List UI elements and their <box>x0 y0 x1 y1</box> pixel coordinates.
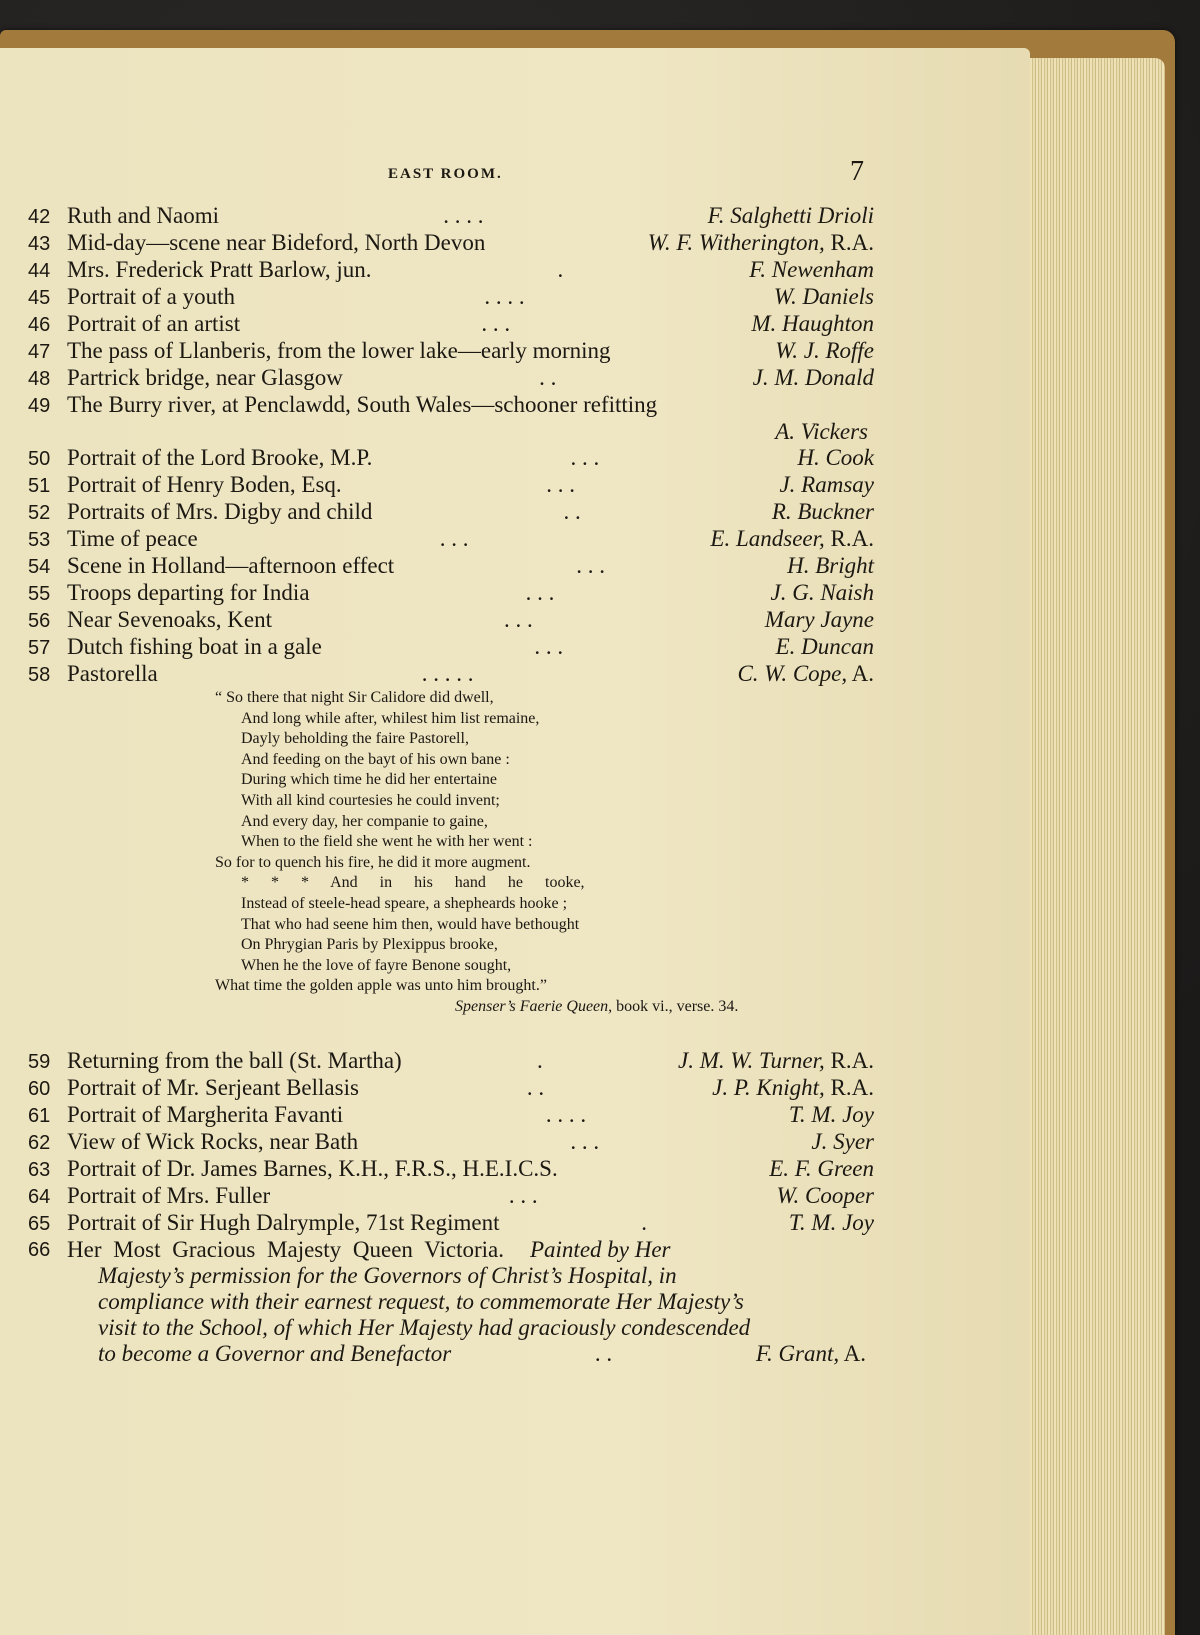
dot-leader: . . . <box>439 526 469 551</box>
entry-artist: H. Cook <box>797 445 874 470</box>
catalogue-entry <box>28 1156 874 1183</box>
catalogue-list <box>28 203 874 688</box>
entry-number: 45 <box>28 287 51 309</box>
entry-number: 60 <box>28 1078 51 1100</box>
entry-artist: E. Duncan <box>775 634 874 659</box>
entry-title: Mrs. Frederick Pratt Barlow, jun. <box>67 257 372 282</box>
entry-number: 53 <box>28 529 51 551</box>
entry-title: Portrait of Mrs. Fuller <box>67 1183 271 1208</box>
entry-title: Portrait of the Lord Brooke, M.P. <box>67 445 373 470</box>
verse-line: And long while after, whilest him list remaine, <box>241 709 540 727</box>
entry-number: 50 <box>28 448 51 470</box>
verse-line: That who had seene him then, would have bethought <box>241 915 580 933</box>
entry-number: 59 <box>28 1051 51 1073</box>
dot-leader: . . . <box>546 472 575 497</box>
catalogue-entry <box>28 634 874 661</box>
entry-artist: C. W. Cope, A. <box>737 661 874 686</box>
entry-number: 51 <box>28 475 51 497</box>
page-edges <box>1015 58 1165 1635</box>
entry-artist: J. Syer <box>811 1129 874 1154</box>
entry-description: Majesty’s permission for the Governors of Christ’s Hospital, in <box>98 1263 677 1288</box>
entry-title: The pass of Llanberis, from the lower lake—early morning <box>67 338 611 363</box>
entry-artist: Mary Jayne <box>764 607 874 632</box>
entry-title: Scene in Holland—afternoon effect <box>67 553 395 578</box>
dot-leader: . . . <box>525 580 555 605</box>
catalogue-entry <box>28 580 874 607</box>
entry-number: 46 <box>28 314 51 336</box>
catalogue-entry <box>28 499 874 526</box>
entry-description: compliance with their earnest request, to commemorate Her Majesty’s <box>98 1289 744 1314</box>
catalogue-entry <box>28 257 874 284</box>
entry-artist: M. Haughton <box>751 311 874 336</box>
entry-number: 61 <box>28 1105 51 1127</box>
verse-line: On Phrygian Paris by Plexippus brooke, <box>241 936 498 954</box>
entry-number: 44 <box>28 260 51 282</box>
dot-leader: . . <box>526 1075 545 1100</box>
dot-leader: . . . <box>534 634 564 659</box>
catalogue-entry <box>28 311 874 338</box>
entry-number: 56 <box>28 610 51 632</box>
dot-leader: . . <box>594 1341 613 1366</box>
entry-description: Painted by Her <box>529 1237 671 1262</box>
verse-line: With all kind courtesies he could invent; <box>241 791 500 809</box>
catalogue-entry <box>28 338 874 365</box>
entry-artist: W. Daniels <box>773 284 874 309</box>
verse-line: “ So there that night Sir Calidore did dwell, <box>215 689 494 706</box>
verse-line: When he the love of fayre Benone sought, <box>241 956 512 974</box>
entry-title: Portrait of Sir Hugh Dalrymple, 71st Regiment <box>67 1210 500 1235</box>
entry-artist: J. Ramsay <box>779 472 874 497</box>
entry-artist: T. M. Joy <box>788 1210 874 1235</box>
entry-artist: E. Landseer, R.A. <box>710 526 874 551</box>
entry-artist: H. Bright <box>787 553 874 578</box>
entry-artist: F. Grant, A. <box>755 1341 866 1366</box>
entry-title: Portraits of Mrs. Digby and child <box>67 499 373 524</box>
entry-artist: F. Newenham <box>749 257 874 282</box>
dot-leader: . . . <box>508 1183 538 1208</box>
entry-title: Near Sevenoaks, Kent <box>67 607 273 632</box>
catalogue-entry <box>28 607 874 634</box>
entry-title: Portrait of Henry Boden, Esq. <box>67 472 342 497</box>
catalogue-entry <box>28 1102 874 1129</box>
entry-title: Mid-day—scene near Bideford, North Devon <box>67 230 486 255</box>
verse-quotation <box>215 688 855 1018</box>
entry-title: Portrait of an artist <box>67 311 241 336</box>
entry-number: 47 <box>28 341 51 363</box>
dot-leader: . . . . <box>443 203 484 228</box>
dot-leader: . . . <box>570 1129 600 1154</box>
quote-attribution: Spenser’s Faerie Queen, book vi., verse. 34. <box>455 997 739 1015</box>
entry-artist: J. P. Knight, R.A. <box>712 1075 874 1100</box>
catalogue-entry <box>28 230 874 257</box>
entry-title: Time of peace <box>67 526 198 551</box>
dot-leader: . . . <box>504 607 533 632</box>
entry-number: 66 <box>28 1239 51 1261</box>
entry-title: Troops departing for India <box>67 580 310 605</box>
entry-title: Returning from the ball (St. Martha) <box>67 1048 402 1073</box>
catalogue-entry <box>28 1075 874 1102</box>
entry-number: 48 <box>28 368 51 390</box>
catalogue-entry <box>28 284 874 311</box>
dot-leader: . <box>537 1048 543 1073</box>
verse-line: And every day, her companie to gaine, <box>241 812 488 830</box>
entry-number: 52 <box>28 502 51 524</box>
entry-artist: W. F. Witherington, R.A. <box>647 230 874 255</box>
verse-line: So for to quench his fire, he did it more augment. <box>215 853 531 871</box>
entry-title: View of Wick Rocks, near Bath <box>67 1129 359 1154</box>
catalogue-entry <box>28 365 874 392</box>
dot-leader: . . . . . <box>421 661 474 686</box>
entry-number: 57 <box>28 637 51 659</box>
catalogue-entry <box>28 526 874 553</box>
dot-leader: . . <box>563 499 581 524</box>
entry-number: 42 <box>28 206 51 228</box>
dot-leader: . . . . <box>545 1102 587 1127</box>
catalogue-entry <box>28 1048 874 1075</box>
entry-title: The Burry river, at Penclawdd, South Wales—schooner refitting <box>67 392 658 417</box>
entry-artist: W. Cooper <box>776 1183 874 1208</box>
catalogue-entry <box>28 203 874 230</box>
entry-number: 55 <box>28 583 51 605</box>
entry-title: Partrick bridge, near Glasgow <box>67 365 343 390</box>
verse-line: During which time he did her entertaine <box>241 771 497 789</box>
dot-leader: . . <box>539 365 557 390</box>
verse-line: * * * And in his hand he tooke, <box>241 874 585 892</box>
page-number: 7 <box>850 156 864 187</box>
entry-artist: W. J. Roffe <box>775 338 874 363</box>
entry-number: 54 <box>28 556 51 578</box>
verse-line: Instead of steele-head speare, a shepheards hooke ; <box>241 894 568 912</box>
entry-title: Her Most Gracious Majesty Queen Victoria. <box>67 1237 504 1262</box>
catalogue-entry <box>28 1237 874 1367</box>
dot-leader: . . . . <box>484 284 525 309</box>
running-title: EAST ROOM. <box>388 166 503 182</box>
entry-number: 63 <box>28 1159 51 1181</box>
catalogue-entry <box>28 661 874 688</box>
dot-leader: . <box>557 257 564 282</box>
entry-title: Portrait of a youth <box>67 284 235 309</box>
entry-description: to become a Governor and Benefactor <box>98 1341 452 1366</box>
catalogue-list-continued <box>28 1048 874 1367</box>
verse-line: What time the golden apple was unto him brought.” <box>215 977 547 995</box>
entry-artist: T. M. Joy <box>788 1102 874 1127</box>
entry-title: Pastorella <box>67 661 158 686</box>
entry-title: Portrait of Margherita Favanti <box>67 1102 344 1127</box>
entry-number: 64 <box>28 1186 51 1208</box>
entry-number: 58 <box>28 664 51 686</box>
catalogue-entry <box>28 445 874 472</box>
dot-leader: . . . <box>576 553 606 578</box>
verse-line: Dayly beholding the faire Pastorell, <box>241 730 469 748</box>
catalogue-entry <box>28 553 874 580</box>
verse-line: When to the field she went he with her went : <box>241 833 533 851</box>
entry-number: 65 <box>28 1213 51 1235</box>
entry-artist: F. Salghetti Drioli <box>707 203 874 228</box>
entry-artist: E. F. Green <box>769 1156 874 1181</box>
verse-line: And feeding on the bayt of his own bane : <box>241 750 510 768</box>
page-header <box>0 156 1200 192</box>
entry-number: 43 <box>28 233 51 255</box>
entry-artist: A. Vickers <box>775 419 868 444</box>
entry-number: 62 <box>28 1132 51 1154</box>
dot-leader: . <box>641 1210 648 1235</box>
entry-artist: J. M. Donald <box>752 365 874 390</box>
entry-artist: J. G. Naish <box>770 580 874 605</box>
dot-leader: . . . <box>481 311 511 336</box>
entry-title: Portrait of Dr. James Barnes, K.H., F.R.S., H.E.I.C.S. <box>67 1156 558 1181</box>
dot-leader: . . . <box>570 445 600 470</box>
catalogue-entry <box>28 1183 874 1210</box>
entry-artist: J. M. W. Turner, R.A. <box>678 1048 874 1073</box>
entry-title: Ruth and Naomi <box>67 203 220 228</box>
entry-artist: R. Buckner <box>771 499 874 524</box>
catalogue-entry <box>28 472 874 499</box>
entry-title: Dutch fishing boat in a gale <box>67 634 322 659</box>
entry-number: 49 <box>28 395 51 417</box>
catalogue-entry <box>28 392 874 445</box>
entry-title: Portrait of Mr. Serjeant Bellasis <box>67 1075 359 1100</box>
catalogue-entry <box>28 1210 874 1237</box>
entry-description: visit to the School, of which Her Majesty had graciously condescended <box>98 1315 751 1340</box>
catalogue-entry <box>28 1129 874 1156</box>
